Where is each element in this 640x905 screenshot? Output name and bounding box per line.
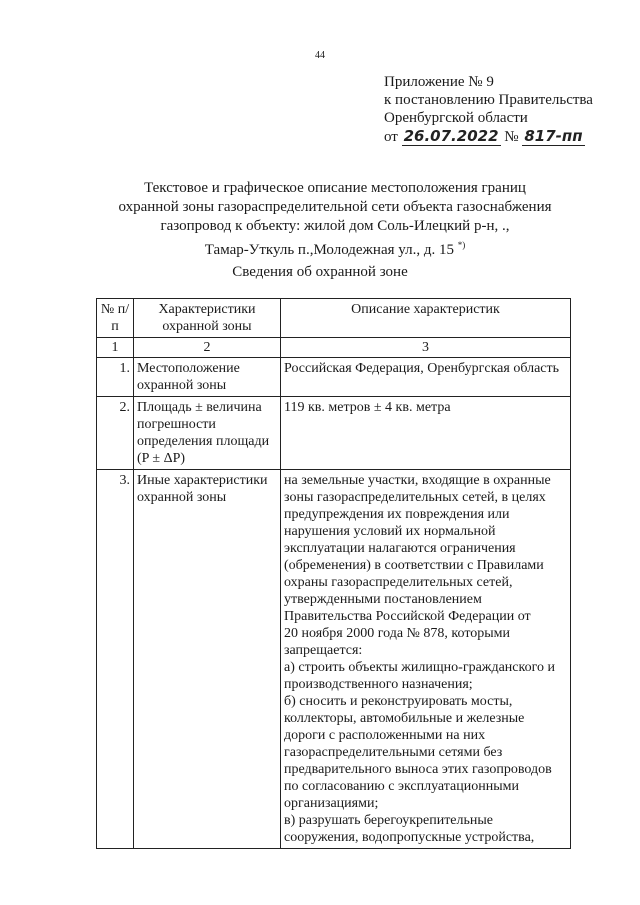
table-row (97, 470, 571, 849)
description-line: а) строить объекты жилищно-гражданского и (284, 660, 555, 675)
page-number: 44 (315, 50, 325, 61)
description-line: в) разрушать берегоукрепительные (284, 813, 494, 828)
title-line-3: газопровод к объекту: жилой дом Соль-Илецкий р-н, ., (160, 218, 510, 234)
description-line: предупреждения их повреждения или (284, 507, 510, 522)
date-prefix: от (384, 129, 398, 145)
description-line: сооружения, водопропускные устройства, (284, 830, 535, 845)
description-line: 119 кв. метров ± 4 кв. метра (284, 400, 451, 415)
description-line: на земельные участки, входящие в охранные (284, 473, 551, 488)
row-description (281, 470, 571, 849)
header-characteristic: Характеристики охранной зоны (134, 299, 281, 338)
number-prefix: № (504, 129, 519, 145)
footnote-mark: *) (457, 240, 466, 250)
header-num: № п/п (97, 299, 134, 338)
header-description: Описание характеристик (281, 299, 571, 338)
row-description (281, 397, 571, 470)
table-row (97, 358, 571, 397)
description-line: (обременения) в соответствии с Правилами (284, 558, 544, 573)
description-line: зоны газораспределительных сетей, в целях (284, 490, 546, 505)
column-number: 3 (281, 338, 571, 358)
description-line: Российская Федерация, Оренбургская область (284, 361, 560, 376)
description-line: газораспределительными сетями без (284, 745, 503, 760)
description-line: предварительного выноса этих газопроводов (284, 762, 552, 777)
section-title: Сведения об охранной зоне (232, 264, 408, 280)
description-line: эксплуатации налагаются ограничения (284, 541, 516, 556)
description-line: производственного назначения; (284, 677, 473, 692)
row-number: 3. (97, 470, 134, 849)
title-line-4-text: Тамар-Уткуль п.,Молодежная ул., д. 15 (204, 242, 454, 258)
description-line: организациями; (284, 796, 379, 811)
appendix-title: Приложение № 9 (384, 74, 494, 90)
description-line: коллекторы, автомобильные и железные (284, 711, 525, 726)
row-description (281, 358, 571, 397)
column-number: 1 (97, 338, 134, 358)
row-characteristic: Площадь ± величина погрешности определения площади (P ± ΔP) (134, 397, 281, 470)
column-number: 2 (134, 338, 281, 358)
title-line-1: Текстовое и графическое описание местоположения границ (144, 180, 526, 196)
handwritten-number: 817-пп (524, 127, 583, 145)
title-line-2: охранной зоны газораспределительной сети объекта газоснабжения (118, 199, 552, 215)
description-line: охраны газораспределительных сетей, (284, 575, 513, 590)
description-line: дороги с расположенными на них (284, 728, 486, 743)
description-line: запрещается: (284, 643, 363, 658)
description-line: Правительства Российской Федерации от (284, 609, 531, 624)
document-title (95, 179, 575, 260)
title-line-4 (95, 236, 575, 260)
description-line: б) сносить и реконструировать мосты, (284, 694, 513, 709)
appendix-date-line (384, 127, 624, 146)
description-line: утвержденными постановлением (284, 592, 482, 607)
appendix-block (384, 73, 624, 146)
description-line: нарушения условий их нормальной (284, 524, 496, 539)
row-number: 1. (97, 358, 134, 397)
appendix-resolution-line: к постановлению Правительства (384, 92, 593, 108)
row-characteristic: Местоположение охранной зоны (134, 358, 281, 397)
zone-info-table (96, 298, 571, 849)
column-number-row (97, 338, 571, 358)
table-row (97, 397, 571, 470)
row-characteristic: Иные характеристики охранной зоны (134, 470, 281, 849)
description-line: по согласованию с эксплуатационными (284, 779, 519, 794)
row-number: 2. (97, 397, 134, 470)
description-line: 20 ноября 2000 года № 878, которыми (284, 626, 511, 641)
appendix-region-line: Оренбургской области (384, 110, 528, 126)
table-header-row (97, 299, 571, 338)
handwritten-date: 26.07.2022 (403, 127, 499, 145)
